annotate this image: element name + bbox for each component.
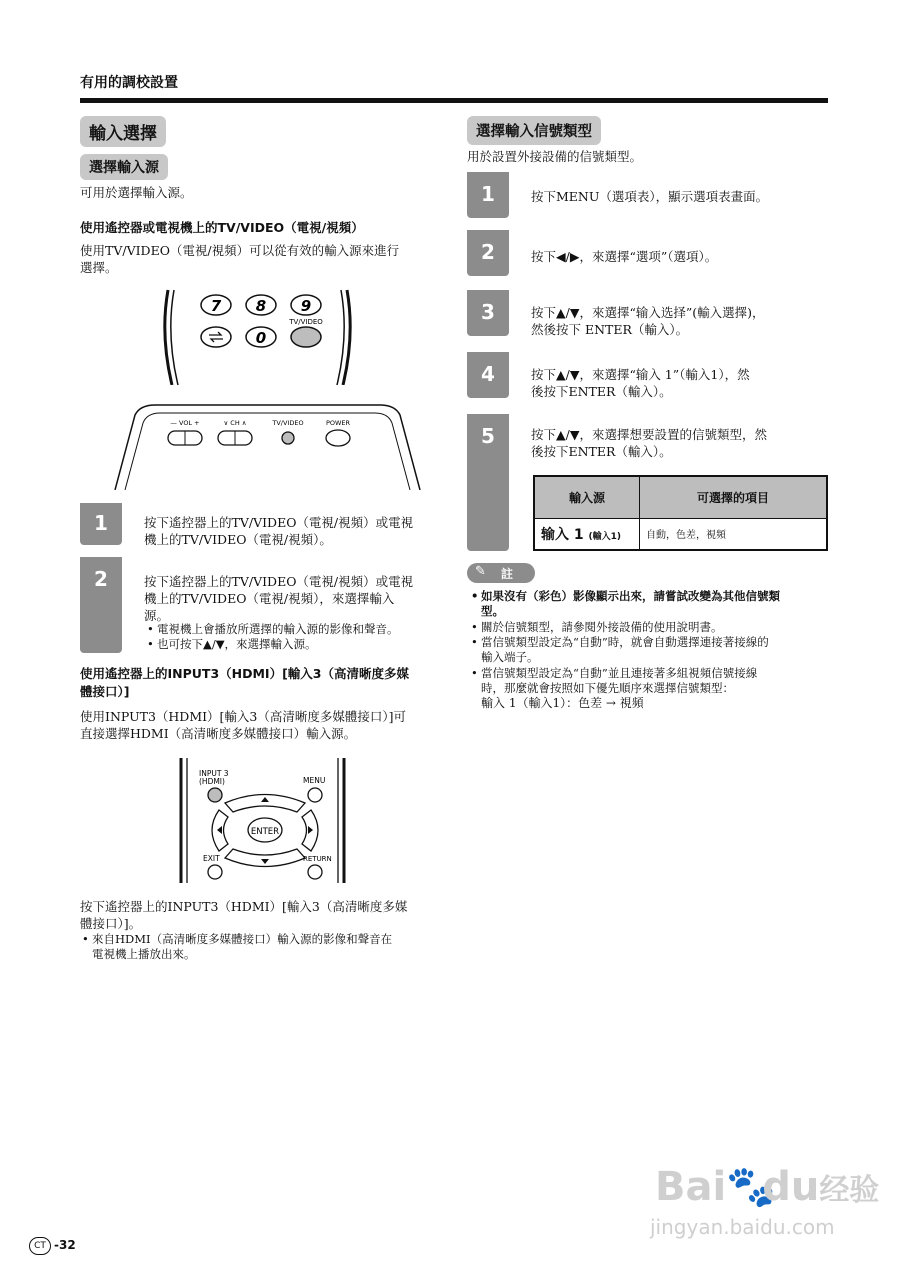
right-step-1-box: 1 bbox=[467, 172, 509, 218]
exit-label: EXIT bbox=[203, 854, 220, 863]
tv-front-panel-illustration bbox=[110, 395, 425, 490]
right-step-5-box: 5 bbox=[467, 414, 509, 551]
note-1: • 如果沒有（彩色）影像顯示出來，請嘗試改變為其他信號類 型。 bbox=[481, 589, 831, 619]
right-step-3-text: 按下▲/▼，來選擇“输入选择”(輸入選擇)， 然後按下 ENTER（輸入）。 bbox=[531, 305, 765, 337]
left-step-2-bullet-1: • 電視機上會播放所選擇的輸入源的影像和聲音。 bbox=[157, 622, 399, 637]
note-2: • 關於信號類型，請參閱外接設備的使用說明書。 bbox=[481, 620, 723, 635]
right-step-3-box: 3 bbox=[467, 290, 509, 336]
paperclip-icon: ✎ bbox=[475, 564, 486, 579]
right-step-2-text: 按下◀/▶，來選擇“選项”（選項）。 bbox=[531, 249, 718, 264]
table-header-options: 可選擇的項目 bbox=[696, 490, 769, 505]
signal-type-table bbox=[533, 475, 828, 551]
sub-desc: 可用於選擇輸入源。 bbox=[80, 185, 193, 200]
left-step-2-box: 2 bbox=[80, 557, 122, 653]
tv-video-key-label: TV/VIDEO bbox=[289, 318, 323, 326]
tv-video-panel-label: TV/VIDEO bbox=[272, 419, 304, 427]
table-header-source: 輸入源 bbox=[534, 476, 640, 518]
header-rule bbox=[80, 98, 828, 103]
page-header-title: 有用的調校設置 bbox=[80, 75, 178, 91]
enter-label: ENTER bbox=[250, 827, 280, 837]
remote-navigation-illustration bbox=[175, 758, 350, 883]
baidu-watermark-url: jingyan.baidu.com bbox=[650, 1215, 835, 1239]
input3-label: INPUT 3 bbox=[199, 769, 229, 778]
key-0: 0 bbox=[255, 329, 267, 347]
key-8: 8 bbox=[255, 297, 267, 315]
note-badge: ✎ 註 bbox=[467, 563, 535, 583]
paragraph-press-input3: 按下遙控器上的INPUT3（HDMI）[輸入3（高清晰度多媒 體接口）]。 bbox=[80, 899, 408, 931]
section-title-signal-type: 選擇輸入信號類型 bbox=[467, 116, 601, 145]
sub-title-select-source: 選擇輸入源 bbox=[80, 154, 168, 180]
right-step-4-box: 4 bbox=[467, 352, 509, 398]
left-step-1-text: 按下遙控器上的TV/VIDEO（電視/視頻）或電視 機上的TV/VIDEO（電視/視頻）。 bbox=[144, 515, 414, 547]
right-step-4-text: 按下▲/▼，來選擇“输入 1”（輸入1），然 後按下ENTER（輸入）。 bbox=[531, 367, 750, 399]
table-cell-options: 自動，色差，視頻 bbox=[646, 530, 726, 542]
table-cell-input1: 输入 1 (輸入1) bbox=[534, 518, 640, 550]
right-step-2-box: 2 bbox=[467, 230, 509, 276]
note-3: • 當信號類型設定為“自動”時，就會自動選擇連接著接線的 輸入端子。 bbox=[481, 635, 831, 665]
page-number: -32 bbox=[54, 1238, 76, 1252]
signal-type-desc: 用於設置外接設備的信號類型。 bbox=[467, 149, 643, 164]
key-7: 7 bbox=[210, 297, 222, 315]
key-9: 9 bbox=[300, 297, 312, 315]
heading-input3-hdmi: 使用遙控器上的INPUT3（HDMI）[輸入3（高清晰度多媒 體接口）] bbox=[80, 666, 409, 699]
section-title-input-select: 輸入選擇 bbox=[80, 116, 166, 147]
remote-keypad-illustration bbox=[150, 285, 365, 385]
bullet-hdmi-output: • 來自HDMI（高清晰度多媒體接口）輸入源的影像和聲音在 電視機上播放出來。 bbox=[92, 932, 447, 962]
menu-label: MENU bbox=[303, 776, 326, 785]
heading-tv-video: 使用遙控器或電視機上的TV/VIDEO（電視/視頻） bbox=[80, 220, 364, 235]
left-step-1-box: 1 bbox=[80, 503, 122, 545]
vol-label: — VOL + bbox=[170, 419, 200, 427]
right-step-1-text: 按下MENU（選項表），顯示選項表畫面。 bbox=[531, 189, 769, 204]
hdmi-label: (HDMI) bbox=[199, 777, 225, 786]
ct-language-badge: CT bbox=[29, 1237, 51, 1255]
paragraph-tv-video: 使用TV/VIDEO（電視/視頻）可以從有效的輸入源來進行 選擇。 bbox=[80, 243, 400, 275]
ch-label: ∨ CH ∧ bbox=[223, 419, 247, 427]
paragraph-input3: 使用INPUT3（HDMI）[輸入3（高清晰度多媒體接口）]可 直接選擇HDMI（高清晰度多媒體接口）輸入源。 bbox=[80, 709, 407, 741]
left-step-2-bullet-2: • 也可按下▲/▼，來選擇輸入源。 bbox=[157, 637, 317, 652]
return-label: RETURN bbox=[303, 855, 332, 863]
baidu-watermark-logo: Bai🐾du经验 bbox=[655, 1164, 880, 1210]
note-4: • 當信號類型設定為“自動”並且連接著多組視頻信號接線 時，那麼就會按照如下優先順序來選擇信號類型： 輸入 1（輸入1）：色差 → 視頻 bbox=[481, 666, 831, 711]
right-step-5-text: 按下▲/▼，來選擇想要設置的信號類型，然 後按下ENTER（輸入）。 bbox=[531, 427, 767, 459]
left-step-2-text: 按下遙控器上的TV/VIDEO（電視/視頻）或電視 機上的TV/VIDEO（電視/視頻），來選擇輸入 源。 bbox=[144, 574, 414, 623]
paw-icon: 🐾 bbox=[726, 1164, 777, 1210]
power-label: POWER bbox=[325, 419, 351, 427]
